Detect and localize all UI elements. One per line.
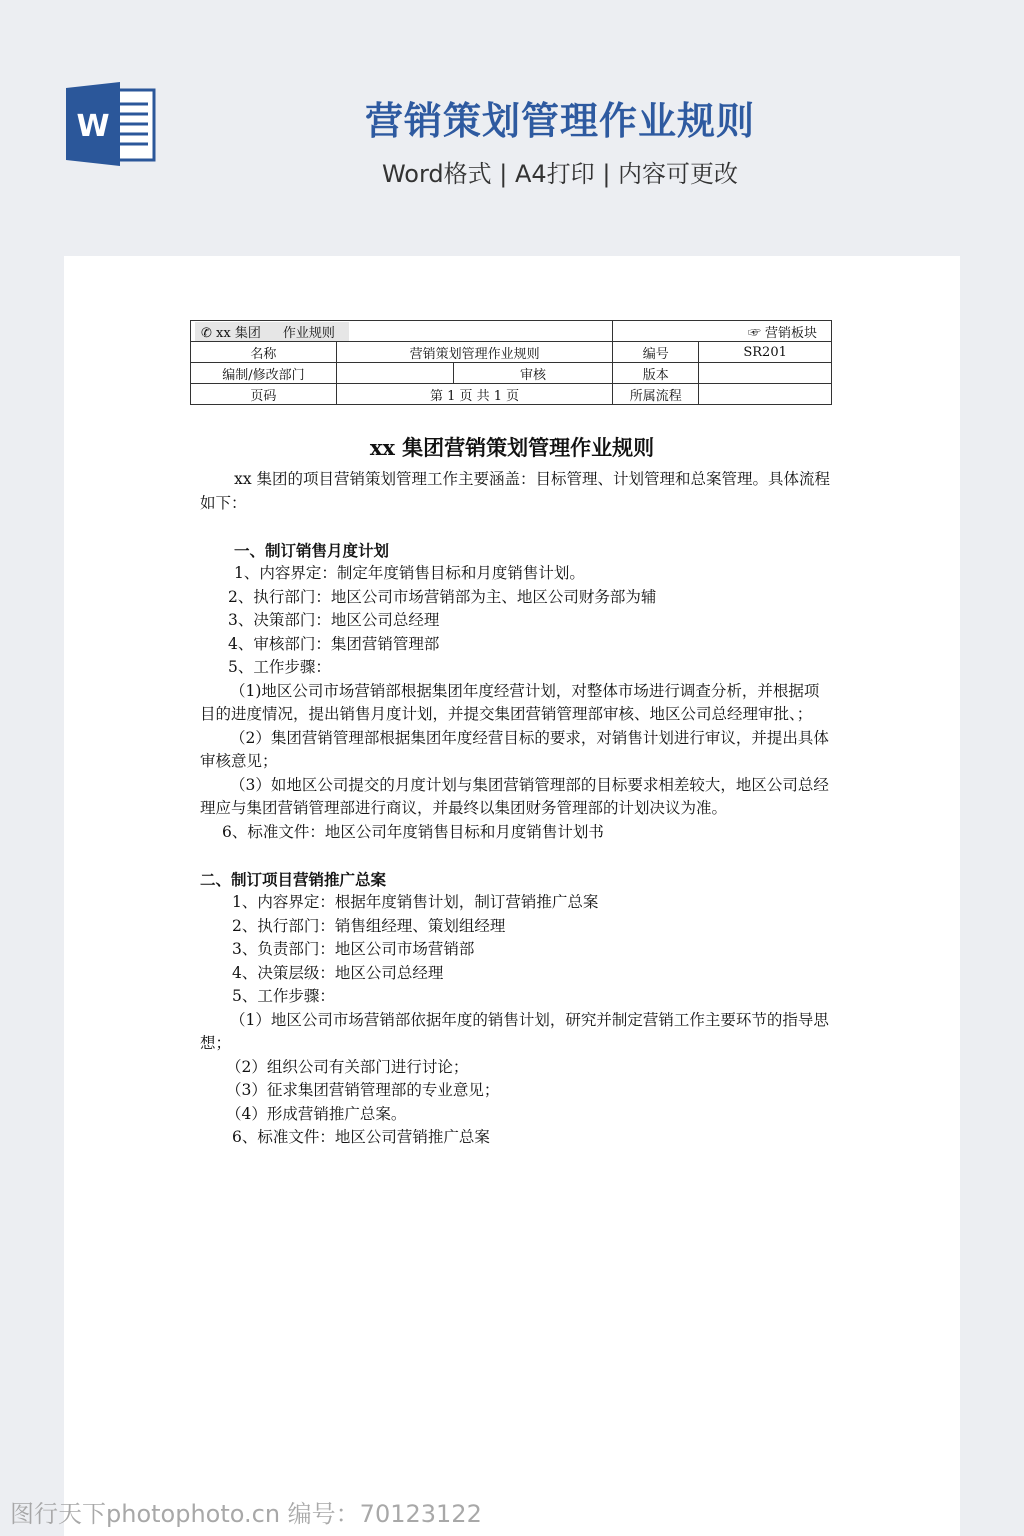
meta-row-page (191, 384, 832, 405)
step-paragraph: （2）组织公司有关部门进行讨论； (226, 1057, 469, 1076)
step-paragraph: （2）集团营销管理部根据集团年度经营目标的要求，对销售计划进行审议，并提出具体审核意见； (200, 728, 829, 770)
meta-sector: 营销板块 (764, 325, 817, 341)
meta-label: 审核 (453, 363, 613, 384)
meta-value: SR201 (699, 342, 832, 363)
step-paragraph: （1）地区公司市场营销部依据年度的销售计划，研究并制定营销工作主要环节的指导思想； (200, 1010, 829, 1052)
document-page (64, 256, 960, 1536)
watermark: 图行天下photophoto.cn 编号：70123122 (10, 1500, 482, 1528)
phone-icon: ✆ (201, 325, 212, 341)
meta-label: 版本 (613, 363, 699, 384)
section-heading: 一、制订销售月度计划 (234, 540, 390, 560)
meta-label: 名称 (191, 342, 337, 363)
meta-label: 页码 (191, 384, 337, 405)
list-item: 1、内容界定：制定年度销售目标和月度销售计划。 (234, 564, 585, 582)
meta-label: 编号 (613, 342, 699, 363)
list-item: 2、执行部门：地区公司市场营销部为主、地区公司财务部为辅 (228, 587, 657, 606)
list-item: 1、内容界定：根据年度销售计划，制订营销推广总案 (232, 893, 599, 911)
step-paragraph: （3）如地区公司提交的月度计划与集团营销管理部的目标要求相差较大，地区公司总经理应与集团营销管理部进行商议，并最终以集团财务管理部的计划决议为准。 (200, 775, 829, 817)
hand-icon: ☞ (747, 325, 761, 341)
step-paragraph: （3）征求集团营销管理部的专业意见； (226, 1081, 500, 1099)
meta-label: 所属流程 (613, 384, 699, 405)
svg-text:W: W (76, 109, 110, 144)
page-subtitle: Word格式 | A4打印 | 内容可更改 (381, 160, 739, 188)
meta-label: 编制/修改部门 (191, 363, 337, 384)
list-item: 6、标准文件：地区公司营销推广总案 (232, 1128, 490, 1146)
step-paragraph: （4）形成营销推广总案。 (226, 1104, 407, 1123)
list-item: 5、工作步骤： (232, 987, 335, 1005)
meta-value (699, 363, 832, 384)
document-title: xx 集团营销策划管理作业规则 (369, 435, 655, 460)
intro-paragraph: xx 集团的项目营销策划管理工作主要涵盖：目标管理、计划管理和总案管理。具体流程如下： (200, 470, 831, 512)
meta-doc-type: 作业规则 (282, 325, 335, 341)
list-item: 6、标准文件：地区公司年度销售目标和月度销售计划书 (222, 822, 604, 841)
meta-value (699, 384, 832, 405)
page-title: 营销策划管理作业规则 (364, 99, 755, 143)
step-paragraph: （1)地区公司市场营销部根据集团年度经营计划，对整体市场进行调查分析，并根据项目的进度情况，提出销售月度计划，并提交集团营销管理部审核、地区公司总经理审批、； (200, 681, 820, 723)
meta-value (336, 363, 453, 384)
meta-value: 第 1 页 共 1 页 (336, 384, 613, 405)
list-item: 2、执行部门：销售组经理、策划组经理 (232, 916, 506, 935)
word-logo-icon (64, 82, 156, 166)
meta-company: xx 集团 (216, 325, 261, 341)
meta-header-row (191, 321, 832, 342)
list-item: 4、审核部门：集团营销管理部 (228, 634, 440, 653)
meta-value: 营销策划管理作业规则 (336, 342, 613, 363)
meta-row-name (191, 342, 832, 363)
list-item: 3、决策部门：地区公司总经理 (228, 611, 440, 629)
document-meta-table (190, 320, 832, 405)
list-item: 3、负责部门：地区公司市场营销部 (232, 940, 475, 958)
list-item: 5、工作步骤： (228, 658, 331, 676)
section-heading: 二、制订项目营销推广总案 (200, 869, 387, 889)
meta-row-dept (191, 363, 832, 384)
list-item: 4、决策层级：地区公司总经理 (232, 963, 444, 982)
meta-header-left (195, 322, 349, 341)
document-body (200, 468, 832, 1150)
